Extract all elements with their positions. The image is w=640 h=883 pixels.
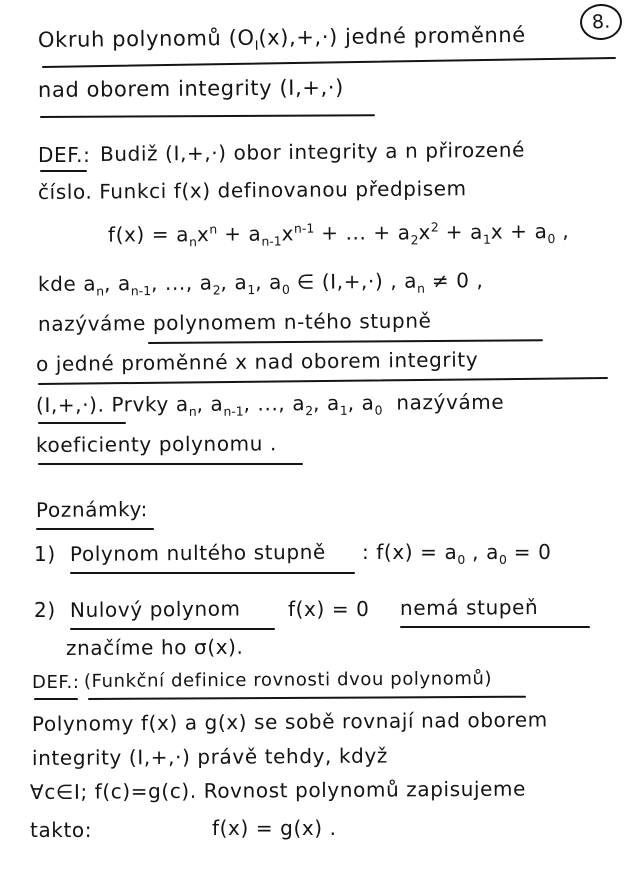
formula-term-1: $a_{n-1}x^{n-1}$: [248, 220, 315, 249]
title-line-1-pre: Okruh polynomů (O: [37, 25, 255, 52]
note-2-underlined-text: Nulový polynom: [69, 596, 241, 622]
def1-line-5: o jedné proměnné x nad oborem integrity: [35, 347, 479, 376]
def1-line-1: Budiž (I,+,·) obor integrity a n přirozené: [99, 137, 526, 166]
formula-term-2: $a_2x^2$: [397, 219, 439, 248]
def1-line-2: číslo. Funkci f(x) definovanou předpisem: [37, 176, 467, 204]
title-line-2: nad oborem integrity (I,+,·): [37, 75, 344, 102]
formula-plus-1: +: [321, 220, 339, 245]
formula-ellipsis: ...: [345, 220, 367, 245]
title-subscript-I: I: [254, 38, 259, 54]
formula-plus-3: +: [445, 219, 464, 244]
note-2-underline-1: [70, 628, 275, 630]
note-2-number: 2): [34, 598, 56, 622]
def2-label: DEF.:: [32, 672, 80, 693]
def1-line-6-underline: [38, 422, 126, 424]
note-2-underlined-text-2: nemá stupeň: [399, 595, 539, 620]
title-line-1: [38, 23, 526, 56]
formula-plus-2: +: [373, 220, 391, 245]
formula-term-3: $a_1x$: [469, 219, 504, 247]
def2-line-4-formula: f(x) = g(x) .: [212, 816, 337, 840]
def2-parenthetical-underline: [88, 696, 526, 700]
formula-term-0: $a_nx^n$: [176, 221, 218, 249]
def2-line-3: ∀c∈I; f(c)=g(c). Rovnost polynomů zapisujeme: [29, 776, 527, 804]
notes-heading-underline: [36, 528, 154, 530]
def1-line-3: kde $a_n$, $a_{n-1}$, ..., $a_2$, $a_1$, $a_0$ ∈ (I,+,·) , $a_n \ne 0$ ,: [37, 268, 484, 299]
note-1-underlined-text: Polynom nultého stupně: [69, 539, 326, 566]
def1-line-4: nazýváme polynomem n-tého stupně: [37, 308, 432, 336]
def2-parenthetical: (Funkční definice rovnosti dvou polynomů): [83, 668, 493, 692]
def1-line-7-underline: [38, 463, 303, 465]
note-2-middle: f(x) = 0: [288, 597, 370, 621]
formula-lhs: f(x): [107, 222, 145, 247]
def1-line-6: (I,+,·). Prvky $a_n$, $a_{n-1}$, ..., $a_2$, $a_1$, $a_0$ nazýváme: [35, 389, 505, 419]
def2-line-1: Polynomy f(x) a g(x) se sobě rovnají nad oborem: [31, 707, 548, 736]
formula-term-4: $a_0$: [534, 218, 556, 246]
note-1-number: 1): [34, 542, 56, 566]
formula-trailing-comma: ,: [562, 218, 570, 243]
def1-label: DEF.:: [38, 143, 91, 167]
notes-heading: Poznámky:: [35, 497, 148, 522]
title-line-1-post: (x),+,·) jedné proměnné: [258, 22, 526, 50]
def1-label-underline: [40, 170, 87, 172]
def1-formula: [108, 218, 569, 250]
def2-line-2: integrity (I,+,·) právě tehdy, když: [31, 743, 389, 770]
page-number-badge: 8.: [579, 3, 623, 41]
note-2-continuation: značíme ho σ(x).: [65, 634, 244, 660]
def1-line-5-underline: [38, 377, 608, 385]
formula-plus-0: +: [224, 221, 242, 246]
formula-eq: =: [151, 222, 170, 247]
note-2-underline-2: [400, 626, 590, 628]
note-1-underline: [70, 572, 355, 574]
def1-line-4-underline: [148, 339, 543, 344]
title-line-1-underline: [42, 57, 616, 68]
note-1-rest: : $f(x) = a_0$ , $a_0 = 0$: [362, 540, 552, 567]
formula-plus-4: +: [510, 218, 528, 244]
def1-line-7: koeficienty polynomu .: [35, 431, 277, 457]
def2-line-4-label: takto:: [30, 818, 93, 842]
title-line-2-underline: [40, 114, 375, 118]
def2-label-underline: [34, 698, 78, 700]
